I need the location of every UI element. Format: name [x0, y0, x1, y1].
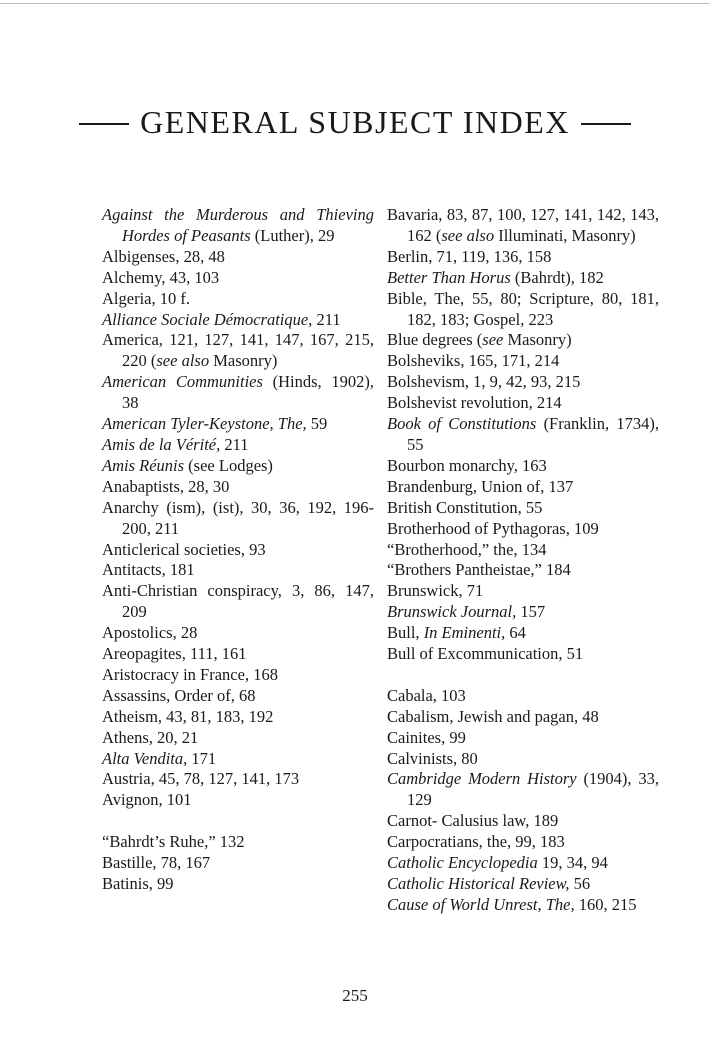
entry-text: Assassins, Order of, 68 — [102, 685, 256, 705]
entry-text: Cainites, 99 — [387, 727, 466, 747]
entry-text: Alchemy, 43, 103 — [102, 267, 220, 287]
entry-text: Algeria, 10 f. — [102, 288, 190, 308]
index-entry — [102, 832, 374, 853]
index-entry — [102, 623, 374, 644]
index-entry — [387, 372, 659, 393]
entry-title: see — [482, 330, 504, 350]
entry-text: Bull of Excommunication, 51 — [387, 644, 584, 664]
page-number: 255 — [342, 986, 368, 1005]
entry-title: Against the Murderous and Thieving Hordes of Peasants — [102, 205, 374, 245]
entry-text: (Franklin, 1734), 55 — [407, 414, 659, 454]
index-entry — [387, 351, 659, 372]
entry-text: “Bahrdt’s Ruhe,” 132 — [102, 832, 245, 852]
entry-text: Bull, — [387, 623, 424, 643]
index-entry — [102, 414, 374, 435]
entry-text: Blue degrees ( — [387, 330, 483, 350]
index-entry — [102, 665, 374, 686]
entry-text: Antitacts, 181 — [102, 560, 195, 580]
entry-text: Avignon, 101 — [102, 790, 192, 810]
entry-title: Amis de la Vérité, — [102, 434, 221, 454]
entry-title: Catholic Encyclopedia — [387, 853, 538, 873]
entry-text: Bolsheviks, 165, 171, 214 — [387, 351, 560, 371]
index-entry — [102, 540, 374, 561]
index-entry — [102, 644, 374, 665]
index-column-right — [387, 205, 659, 916]
index-entry — [387, 393, 659, 414]
index-entry — [387, 330, 659, 351]
index-entry — [387, 456, 659, 477]
entry-text: Illuminati, Masonry) — [494, 225, 636, 245]
index-entry — [102, 289, 374, 310]
entry-text: Bastille, 78, 167 — [102, 853, 211, 873]
entry-title: Cause of World Unrest, The, — [387, 894, 575, 914]
index-entry — [102, 728, 374, 749]
section-gap — [387, 665, 659, 686]
index-entry — [387, 895, 659, 916]
index-entry — [387, 832, 659, 853]
entry-text: Carpocratians, the, 99, 183 — [387, 832, 565, 852]
entry-title: Brunswick Journal, — [387, 602, 517, 622]
index-entry — [102, 477, 374, 498]
entry-text: Atheism, 43, 81, 183, 192 — [102, 706, 274, 726]
entry-text: British Constitution, 55 — [387, 497, 543, 517]
index-entry — [102, 435, 374, 456]
index-entry — [387, 769, 659, 811]
index-entry — [102, 330, 374, 372]
entry-text: Austria, 45, 78, 127, 141, 173 — [102, 769, 300, 789]
entry-text: Cabalism, Jewish and pagan, 48 — [387, 706, 599, 726]
index-entry — [387, 644, 659, 665]
index-entry — [102, 456, 374, 477]
entry-text: 211 — [220, 434, 249, 454]
entry-text: America, 121, 127, 141, 147, 167, 215, 220 ( — [102, 330, 374, 371]
index-entry — [387, 268, 659, 289]
entry-text: 19, 34, 94 — [537, 853, 608, 873]
entry-title: Better Than Horus — [387, 267, 511, 287]
entry-text: Bolshevism, 1, 9, 42, 93, 215 — [387, 372, 581, 392]
index-entry — [387, 623, 659, 644]
entry-text: Masonry) — [503, 330, 572, 350]
entry-title: Catholic Historical Review, — [387, 873, 570, 893]
index-entry — [102, 268, 374, 289]
entry-title: American Communities — [102, 372, 263, 392]
entry-text: (Bahrdt), 182 — [510, 267, 604, 287]
entry-text: 211 — [312, 309, 341, 329]
entry-text: Berlin, 71, 119, 136, 158 — [387, 246, 552, 266]
entry-text: Brandenburg, Union of, 137 — [387, 476, 574, 496]
index-entry — [387, 498, 659, 519]
entry-title: Alliance Sociale Démocratique, — [102, 309, 313, 329]
index-entry — [387, 247, 659, 268]
entry-text: Anti-Christian conspiracy, 3, 86, 147, 209 — [102, 581, 374, 622]
index-entry — [387, 707, 659, 728]
heading-dash-right — [581, 123, 631, 125]
entry-title: see also — [156, 351, 210, 371]
index-entry — [387, 477, 659, 498]
entry-text: (1904), 33, 129 — [407, 769, 659, 810]
entry-text: Athens, 20, 21 — [102, 727, 199, 747]
index-entry — [387, 874, 659, 895]
index-entry — [387, 560, 659, 581]
entry-text: Aristocracy in France, 168 — [102, 664, 278, 684]
entry-title: American Tyler-Keystone, The, — [102, 414, 307, 434]
entry-text: Anabaptists, 28, 30 — [102, 476, 230, 496]
entry-text: Bible, The, 55, 80; Scripture, 80, 181, 182, 183; Gospel, 223 — [387, 288, 659, 329]
index-entry — [387, 540, 659, 561]
entry-text: Cabala, 103 — [387, 685, 466, 705]
index-entry — [102, 874, 374, 895]
index-entry — [102, 769, 374, 790]
entry-text: (Hinds, 1902), 38 — [122, 372, 374, 413]
entry-text: Anarchy (ism), (ist), 30, 36, 192, 196-200, 211 — [102, 497, 374, 538]
index-entry — [102, 205, 374, 247]
entry-title: see also — [441, 225, 495, 245]
entry-text: Apostolics, 28 — [102, 623, 198, 643]
entry-text: 64 — [505, 623, 526, 643]
index-entry — [102, 853, 374, 874]
entry-text: Areopagites, 111, 161 — [102, 644, 247, 664]
index-entry — [102, 498, 374, 540]
index-entry — [387, 414, 659, 456]
entry-text: “Brotherhood,” the, 134 — [387, 539, 547, 559]
entry-text: Brunswick, 71 — [387, 581, 484, 601]
entry-title: Cambridge Modern History — [387, 769, 577, 789]
entry-text: Bourbon monarchy, 163 — [387, 455, 547, 475]
index-entry — [387, 728, 659, 749]
index-entry — [102, 749, 374, 770]
index-entry — [387, 519, 659, 540]
top-rule — [0, 3, 710, 4]
page-title: GENERAL SUBJECT INDEX — [140, 104, 570, 140]
entry-text: Calvinists, 80 — [387, 748, 478, 768]
entry-text: (see Lodges) — [184, 455, 273, 475]
entry-text: Batinis, 99 — [102, 873, 174, 893]
entry-title: Amis Réunis — [102, 455, 185, 475]
entry-title: In Eminenti, — [423, 623, 506, 643]
index-entry — [102, 560, 374, 581]
index-entry — [102, 686, 374, 707]
entry-text: Anticlerical societies, 93 — [102, 539, 266, 559]
index-entry — [102, 372, 374, 414]
entry-text: 59 — [306, 414, 328, 434]
index-entry — [102, 707, 374, 728]
index-entry — [102, 247, 374, 268]
entry-text: Brotherhood of Pythagoras, 109 — [387, 518, 599, 538]
index-entry — [387, 289, 659, 331]
entry-text: 171 — [187, 748, 217, 768]
entry-text: Albigenses, 28, 48 — [102, 246, 225, 266]
entry-text: Bavaria, 83, 87, 100, 127, 141, 142, 143, 162 ( — [387, 205, 659, 245]
index-entry — [387, 749, 659, 770]
entry-text: 160, 215 — [574, 894, 637, 914]
page-heading — [0, 104, 710, 141]
index-entry — [102, 790, 374, 811]
entry-text: 56 — [569, 873, 591, 893]
entry-text: Bolshevist revolution, 214 — [387, 393, 562, 413]
index-entry — [102, 581, 374, 623]
entry-text: (Luther), 29 — [250, 225, 335, 245]
entry-text: “Brothers Pantheistae,” 184 — [387, 560, 571, 580]
index-entry — [387, 602, 659, 623]
index-entry — [387, 581, 659, 602]
entry-title: Book of Constitutions — [387, 414, 537, 434]
entry-text: Carnot- Calusius law, 189 — [387, 811, 559, 831]
index-entry — [387, 811, 659, 832]
section-gap — [102, 811, 374, 832]
index-entry — [387, 853, 659, 874]
index-column-left — [102, 205, 374, 895]
entry-title: Alta Vendita, — [102, 748, 188, 768]
index-entry — [102, 310, 374, 331]
index-entry — [387, 686, 659, 707]
index-entry — [387, 205, 659, 247]
heading-dash-left — [79, 123, 129, 125]
entry-text: Masonry) — [209, 351, 278, 371]
entry-text: 157 — [516, 602, 546, 622]
